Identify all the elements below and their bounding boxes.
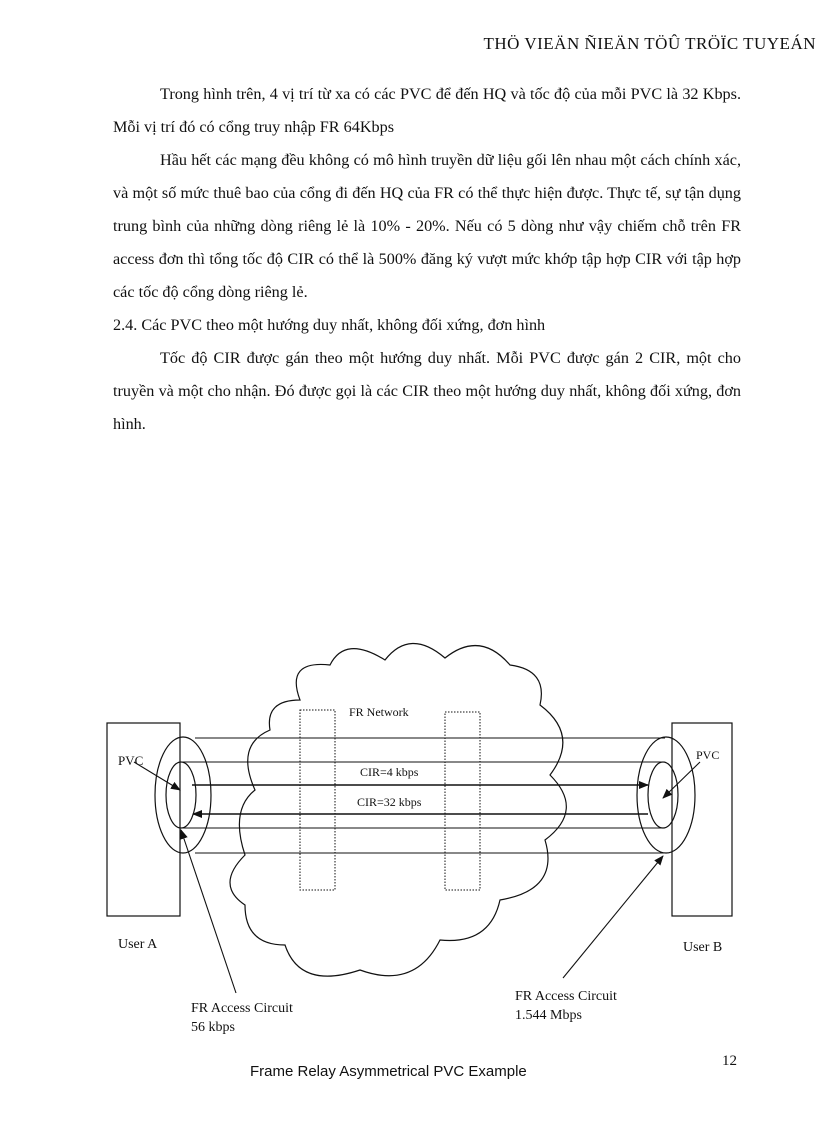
cir-32-label: CIR=32 kbps [357, 795, 422, 809]
access-left-pointer [181, 830, 236, 993]
access-left-title: FR Access Circuit [191, 1001, 293, 1016]
page-number: 12 [722, 1053, 737, 1069]
section-heading: 2.4. Các PVC theo một hướng duy nhất, không đối xứng, đơn hình [113, 316, 546, 334]
user-a-label: User A [118, 937, 158, 952]
frame-relay-diagram [0, 600, 816, 1060]
access-right-pointer [563, 856, 663, 978]
figure-caption: Frame Relay Asymmetrical PVC Example [250, 1063, 527, 1080]
pvc-left-label: PVC [118, 753, 144, 768]
pvc-right-label: PVC [696, 748, 720, 762]
fr-network-label: FR Network [349, 705, 409, 719]
network-panel-left [300, 710, 335, 890]
paragraph-3: Tốc độ CIR được gán theo một hướng duy nhất. Mỗi PVC được gán 2 CIR, một cho truyền và một cho nhận. Đó được gọi là các CIR theo một hướng duy nhất, không đối xứng, đơn hình. [113, 349, 741, 433]
body-text [113, 78, 741, 441]
page-header: THÖ VIEÄN ÑIEÄN TÖÛ TRÖÏC TUYEÁN [483, 34, 816, 53]
user-a-box [107, 723, 180, 916]
paragraph-1: Trong hình trên, 4 vị trí từ xa có các PVC để đến HQ và tốc độ của mỗi PVC là 32 Kbps. Mỗi vị trí đó có cổng truy nhập FR 64Kbps [113, 85, 741, 136]
fr-network-cloud [230, 643, 566, 976]
paragraph-2: Hầu hết các mạng đều không có mô hình truyền dữ liệu gối lên nhau một cách chính xác, và một số mức thuê bao của cổng đi đến HQ của FR có thể thực hiện được. Thực tế, sự tận dụng trung bình của những dòng riêng lẻ là 10% - 20%. Nếu có 5 dòng như vậy chiếm chỗ trên FR access đơn thì tổng tốc độ CIR có thể là 500% đăng ký vượt mức khớp tập hợp CIR với tập hợp các tốc độ cổng dòng riêng lẻ. [113, 151, 741, 301]
access-right-title: FR Access Circuit [515, 989, 617, 1004]
access-right-speed: 1.544 Mbps [515, 1008, 582, 1023]
user-b-label: User B [683, 940, 723, 955]
cir-4-label: CIR=4 kbps [360, 765, 419, 779]
access-left-speed: 56 kbps [191, 1020, 235, 1035]
network-panel-right [445, 712, 480, 890]
